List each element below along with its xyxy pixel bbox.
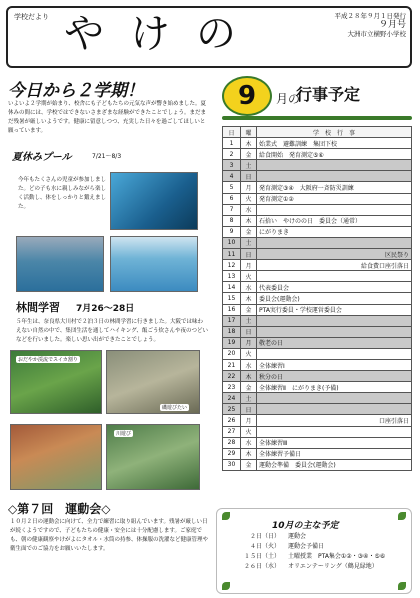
row-weekday: 土 xyxy=(241,237,257,248)
row-event xyxy=(257,149,412,160)
october-item-text: 運動会 xyxy=(288,533,307,540)
camp-body: ５年生は、奈良県大川村で２泊３日の林間学習に行きました。大阪では味わえない自然の中で、集団生活を通してハイキング、飯ごう炊さんや夜のつどいなどを行いました。楽しい思い出ができたことでしょう。 xyxy=(16,319,209,343)
event-text: 委員会(運動会) xyxy=(259,295,300,303)
row-weekday: 水 xyxy=(241,204,257,215)
row-weekday: 日 xyxy=(241,249,257,260)
row-day: 13 xyxy=(223,271,241,282)
schedule-row xyxy=(223,204,412,215)
october-item xyxy=(240,542,385,552)
schedule-row xyxy=(223,226,412,237)
row-weekday: 木 xyxy=(241,215,257,226)
row-event xyxy=(257,393,412,404)
schedule-row xyxy=(223,193,412,204)
row-event xyxy=(257,337,412,348)
pool-photo xyxy=(16,236,104,292)
row-weekday: 火 xyxy=(241,348,257,359)
row-day: 1 xyxy=(223,138,241,149)
row-event xyxy=(257,249,412,260)
row-weekday: 木 xyxy=(241,448,257,459)
october-item xyxy=(240,532,385,542)
header-event: 学 校 行 事 xyxy=(257,127,412,138)
schedule-row xyxy=(223,371,412,382)
row-weekday: 水 xyxy=(241,437,257,448)
event-note: 給食費口座引落日 xyxy=(360,262,409,270)
row-day: 18 xyxy=(223,326,241,337)
row-weekday: 木 xyxy=(241,293,257,304)
october-item-text: 運動会予備日 xyxy=(288,543,325,550)
schedule-row xyxy=(223,260,412,271)
schedule-row xyxy=(223,337,412,348)
semester-heading: 今日から２学期！ xyxy=(8,81,144,101)
row-day: 4 xyxy=(223,171,241,182)
schedule-row xyxy=(223,437,412,448)
pool-photo xyxy=(110,236,198,292)
row-event xyxy=(257,348,412,359)
row-weekday: 日 xyxy=(241,404,257,415)
row-weekday: 木 xyxy=(241,371,257,382)
schedule-row xyxy=(223,448,412,459)
event-text: 全体練習予備日 xyxy=(259,451,302,459)
masthead-tag: 学校だより xyxy=(14,13,49,21)
row-weekday: 火 xyxy=(241,193,257,204)
row-weekday: 金 xyxy=(241,149,257,160)
row-day: 30 xyxy=(223,459,241,470)
row-event xyxy=(257,404,412,415)
leaf-icon xyxy=(398,582,406,590)
october-list xyxy=(240,532,385,572)
schedule-row xyxy=(223,359,412,370)
row-weekday: 金 xyxy=(241,304,257,315)
row-day: 9 xyxy=(223,226,241,237)
row-event xyxy=(257,260,412,271)
header-weekday: 曜 xyxy=(241,127,257,138)
row-day: 7 xyxy=(223,204,241,215)
issue-number: ９月号 xyxy=(378,20,406,30)
event-text: 秋分の日 xyxy=(259,373,284,381)
schedule-row xyxy=(223,393,412,404)
row-day: 28 xyxy=(223,437,241,448)
schedule-row xyxy=(223,160,412,171)
schedule-row xyxy=(223,459,412,470)
row-event xyxy=(257,382,412,393)
row-weekday: 火 xyxy=(241,271,257,282)
schedule-row xyxy=(223,271,412,282)
row-day: 21 xyxy=(223,359,241,370)
row-event xyxy=(257,271,412,282)
row-event xyxy=(257,282,412,293)
photo-caption: おだやか渓流でスイカ割り xyxy=(18,357,78,363)
event-text: 始業式 避難訓練 集団下校 xyxy=(259,140,338,148)
october-item-date: ４日（火） xyxy=(249,543,280,550)
event-note: 口座引落日 xyxy=(378,417,409,425)
row-weekday: 月 xyxy=(241,182,257,193)
row-weekday: 月 xyxy=(241,337,257,348)
vine-decoration xyxy=(222,116,412,120)
row-day: 14 xyxy=(223,282,241,293)
calendar-heading: 行事予定 xyxy=(296,85,361,104)
event-text: 発育測定①② xyxy=(259,196,294,204)
row-weekday: 日 xyxy=(241,171,257,182)
row-day: 11 xyxy=(223,249,241,260)
leaf-icon xyxy=(398,512,406,520)
row-event xyxy=(257,204,412,215)
leaf-icon xyxy=(222,512,230,520)
photo-caption: 川遊び xyxy=(116,431,132,437)
schedule-row xyxy=(223,182,412,193)
row-weekday: 月 xyxy=(241,260,257,271)
october-item-text: 土曜授業 PTA集会①②・③④・⑤⑥ xyxy=(288,553,386,560)
event-text: 運動会準備 委員会(運動会) xyxy=(259,462,336,470)
camp-date: 7月26〜28日 xyxy=(76,304,135,314)
row-event xyxy=(257,215,412,226)
row-event xyxy=(257,193,412,204)
row-day: 23 xyxy=(223,382,241,393)
october-item-date: １５日（土） xyxy=(243,553,280,560)
row-day: 12 xyxy=(223,260,241,271)
row-weekday: 月 xyxy=(241,415,257,426)
row-weekday: 日 xyxy=(241,326,257,337)
schedule-row xyxy=(223,326,412,337)
pool-heading: 夏休みプール xyxy=(12,152,72,163)
pool-date: 7/21〜8/3 xyxy=(92,153,122,160)
newsletter-title: やけの xyxy=(64,11,262,57)
row-event xyxy=(257,315,412,326)
row-event xyxy=(257,138,412,149)
october-item-text: オリエンテーリング（鶴見緑地） xyxy=(288,563,378,570)
row-event xyxy=(257,293,412,304)
schedule-row xyxy=(223,382,412,393)
row-day: 27 xyxy=(223,426,241,437)
month-badge: 9 xyxy=(222,76,272,116)
event-text: 全体練習Ⅱ にがりまき(予備) xyxy=(259,384,339,392)
row-weekday: 火 xyxy=(241,426,257,437)
row-day: 5 xyxy=(223,182,241,193)
photo-caption: 磯遊びたい xyxy=(162,405,188,411)
event-note: 区民祭り xyxy=(384,251,409,259)
row-day: 20 xyxy=(223,348,241,359)
row-day: 24 xyxy=(223,393,241,404)
event-text: 発育測定③④ 大阪府一斉防災訓練 xyxy=(259,185,354,193)
row-weekday: 土 xyxy=(241,160,257,171)
october-item xyxy=(240,562,385,572)
october-item-date: ２日（日） xyxy=(249,533,280,540)
leaf-icon xyxy=(222,582,230,590)
month-suffix: 月の xyxy=(276,92,301,106)
camp-heading: 林間学習 xyxy=(16,301,60,314)
schedule-row xyxy=(223,138,412,149)
october-heading: 10月の主な予定 xyxy=(272,521,339,531)
row-day: 16 xyxy=(223,304,241,315)
row-day: 8 xyxy=(223,215,241,226)
schedule-row xyxy=(223,293,412,304)
row-day: 2 xyxy=(223,149,241,160)
october-item-date: ２６日（水） xyxy=(243,563,280,570)
event-text: 石拾い やけのの日 委員会（通常） xyxy=(259,218,362,226)
row-weekday: 金 xyxy=(241,226,257,237)
pool-body: 今年もたくさんの児童が参加しました。どの子も水に親しみながら楽しく活動し、体をしっかりと鍛えました。 xyxy=(18,177,107,210)
schedule-row xyxy=(223,249,412,260)
schedule-row xyxy=(223,304,412,315)
row-day: 29 xyxy=(223,448,241,459)
row-event xyxy=(257,237,412,248)
event-text: 代表委員会 xyxy=(259,284,290,292)
schedule-row xyxy=(223,348,412,359)
row-event xyxy=(257,448,412,459)
row-event xyxy=(257,437,412,448)
row-event xyxy=(257,426,412,437)
schedule-row xyxy=(223,215,412,226)
schedule-row xyxy=(223,415,412,426)
event-text: 敬老の日 xyxy=(259,340,284,348)
row-event xyxy=(257,160,412,171)
row-weekday: 木 xyxy=(241,138,257,149)
sports-day-heading: ◇第７回 運動会◇ xyxy=(8,502,111,516)
schedule-row xyxy=(223,315,412,326)
october-item xyxy=(240,552,385,562)
row-weekday: 金 xyxy=(241,382,257,393)
pool-photo xyxy=(110,172,198,230)
row-event xyxy=(257,371,412,382)
row-day: 15 xyxy=(223,293,241,304)
row-weekday: 金 xyxy=(241,459,257,470)
row-event xyxy=(257,459,412,470)
row-event xyxy=(257,359,412,370)
row-day: 10 xyxy=(223,237,241,248)
row-event xyxy=(257,226,412,237)
event-text: PTA実行委員・学校運営委員会 xyxy=(259,307,342,315)
row-day: 6 xyxy=(223,193,241,204)
event-text: 全体練習Ⅰ xyxy=(259,362,285,370)
schedule-row xyxy=(223,171,412,182)
row-event xyxy=(257,415,412,426)
schedule-row xyxy=(223,237,412,248)
schedule-row xyxy=(223,149,412,160)
schedule-table xyxy=(222,126,412,471)
header-day: 日 xyxy=(223,127,241,138)
schedule-row xyxy=(223,426,412,437)
row-day: 3 xyxy=(223,160,241,171)
row-event xyxy=(257,326,412,337)
row-event xyxy=(257,171,412,182)
row-weekday: 土 xyxy=(241,315,257,326)
schedule-header-row xyxy=(223,127,412,138)
row-day: 26 xyxy=(223,415,241,426)
row-weekday: 水 xyxy=(241,282,257,293)
camp-photo xyxy=(10,424,102,490)
issue-date: 平成２８年９月１日発行 xyxy=(334,12,406,20)
row-day: 19 xyxy=(223,337,241,348)
schedule-row xyxy=(223,282,412,293)
row-day: 17 xyxy=(223,315,241,326)
sports-day-body: １０月２日の運動会に向けて、全力で練習に取り組んでいます。残暑が厳しい日が続くようですので、子どもたちの健康・安全には十分配慮します。ご家庭でも、朝の健康観察やけがよにタオル・水筒の持参、体操服の洗濯など健康管理や衛生面でのご協力をお願いいたします。 xyxy=(10,519,209,552)
semester-body: いよいよ２学期が始まり、校舎にも子どもたちの元気な声が響き始めました。夏休みの間には、学校ではできないさまざまな経験ができたことでしょう。まだまだ残暑が厳しいようです。健康に留意しつつ、充実した日々を過ごしてほしいと願っています。 xyxy=(8,101,207,134)
event-text: 全体練習Ⅲ xyxy=(259,440,288,448)
row-event xyxy=(257,182,412,193)
schedule-row xyxy=(223,404,412,415)
row-weekday: 土 xyxy=(241,393,257,404)
issue-info xyxy=(335,12,407,39)
row-event xyxy=(257,304,412,315)
school-name: 大洲市立横野小学校 xyxy=(347,30,406,38)
row-day: 25 xyxy=(223,404,241,415)
row-day: 22 xyxy=(223,371,241,382)
event-text: にがりまき xyxy=(259,229,290,237)
row-weekday: 水 xyxy=(241,359,257,370)
event-text: 給食開始 発育測定⑤⑥ xyxy=(259,151,324,159)
